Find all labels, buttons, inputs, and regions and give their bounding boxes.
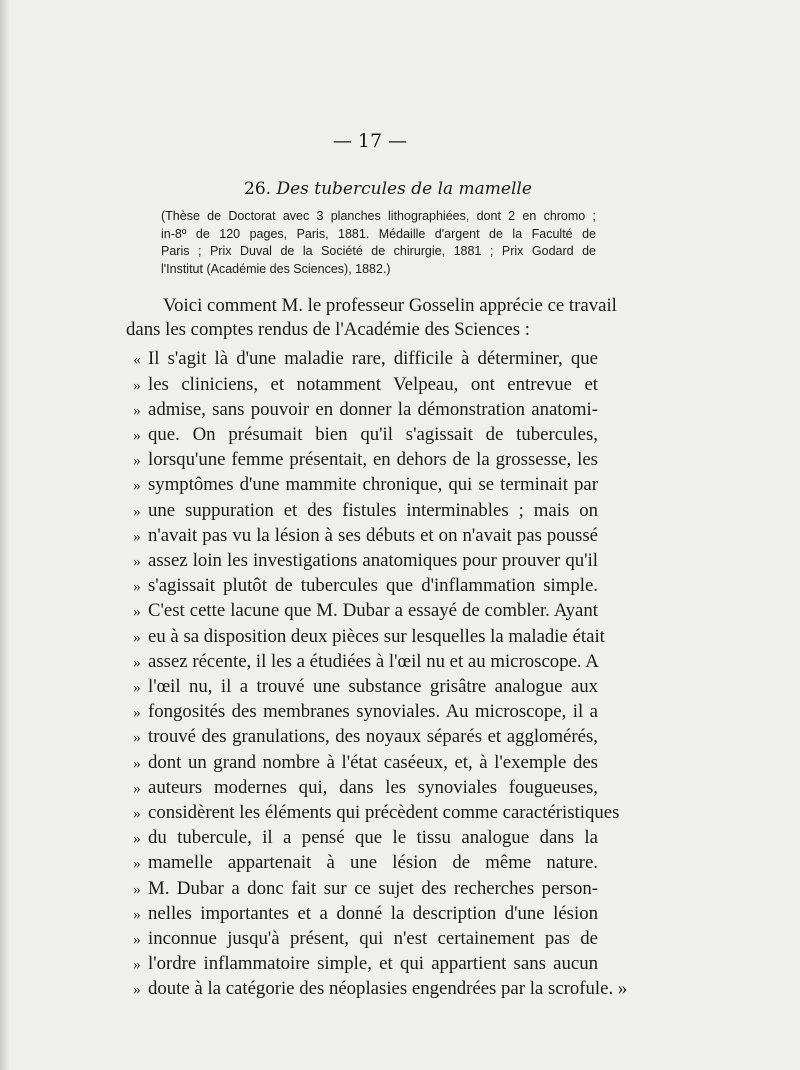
quote-line-text: considèrent les éléments qui précèdent comme caractéristiques <box>148 802 620 824</box>
quote-line-text: mamelle appartenait à une lésion de même nature. <box>148 852 598 874</box>
quote-line-text: Il s'agit là d'une maladie rare, difficile à déterminer, que <box>148 348 598 370</box>
quote-line-text: auteurs modernes qui, dans les synoviales fougueuses, <box>148 776 598 798</box>
page-binding-edge <box>0 0 10 1070</box>
quote-line-text: l'ordre inflammatoire simple, et qui appartient sans aucun <box>148 953 598 975</box>
publication-details <box>161 208 596 279</box>
quote-line-text: trouvé des granulations, des noyaux séparés et agglomérés, <box>148 726 598 748</box>
quote-line <box>126 725 598 750</box>
quote-mark: » <box>133 881 141 898</box>
quote-line <box>126 826 598 851</box>
intro-paragraph <box>126 294 617 342</box>
entry-number: 26. <box>244 179 272 199</box>
quote-mark: » <box>133 831 141 848</box>
entry-title-text: Des tubercules de la mamelle <box>276 179 532 199</box>
quote-line <box>126 776 598 801</box>
quote-line-text: que. On présumait bien qu'il s'agissait de tubercules, <box>148 424 598 446</box>
page-number: — 17 — <box>332 130 408 152</box>
quote-line <box>126 423 598 448</box>
details-line: (Thèse de Doctorat avec 3 planches lithographiées, dont 2 en chromo ; <box>161 209 596 223</box>
gosselin-quotation <box>126 347 628 1002</box>
intro-line: dans les comptes rendus de l'Académie des Sciences : <box>126 319 530 341</box>
details-line: Paris ; Prix Duval de la Société de chirurgie, 1881 ; Prix Godard de <box>161 244 596 259</box>
quote-line <box>126 549 598 574</box>
quote-mark: » <box>133 957 141 974</box>
quote-line-text: M. Dubar a donc fait sur ce sujet des recherches person- <box>148 877 598 899</box>
quote-mark: » <box>133 856 141 873</box>
quote-line-text: n'avait pas vu la lésion à ses débuts et on n'avait pas poussé <box>148 524 598 546</box>
quote-line <box>126 801 620 826</box>
quote-line-text: C'est cette lacune que M. Dubar a essayé de combler. Ayant <box>148 600 598 622</box>
quote-line <box>126 625 605 650</box>
quote-line <box>126 574 598 599</box>
quote-line <box>126 751 598 776</box>
quote-line <box>126 902 598 927</box>
quote-mark: » <box>133 755 141 772</box>
quote-line-text: dont un grand nombre à l'état caséeux, et, à l'exemple des <box>148 751 598 773</box>
quote-mark: » <box>133 604 141 621</box>
quote-line-text: lorsqu'une femme présentait, en dehors de la grossesse, les <box>148 449 598 471</box>
quote-mark: » <box>133 982 141 999</box>
quote-line <box>126 448 598 473</box>
quote-mark: » <box>133 932 141 949</box>
quote-mark: » <box>133 478 141 495</box>
quote-mark: » <box>133 554 141 571</box>
quote-line-text: une suppuration et des fistules interminables ; mais on <box>148 499 598 521</box>
quote-mark: » <box>133 705 141 722</box>
details-line: in-8º de 120 pages, Paris, 1881. Médaille d'argent de la Faculté de <box>161 226 596 241</box>
quote-line <box>126 650 598 675</box>
intro-line: Voici comment M. le professeur Gosselin apprécie ce travail <box>163 295 617 316</box>
quote-line-text: fongosités des membranes synoviales. Au microscope, il a <box>148 701 598 723</box>
quote-mark: » <box>133 629 141 646</box>
quote-line <box>126 927 598 952</box>
quote-mark: » <box>133 680 141 697</box>
details-line: l'Institut (Académie des Sciences), 1882.) <box>161 262 391 277</box>
quote-line-text: assez loin les investigations anatomiques pour prouver qu'il <box>148 550 598 572</box>
quote-line <box>126 675 598 700</box>
quote-mark: » <box>133 402 141 419</box>
quote-line-text: symptômes d'une mammite chronique, qui se terminait par <box>148 474 598 496</box>
quote-mark: » <box>133 503 141 520</box>
quote-line <box>126 952 598 977</box>
quote-line-text: eu à sa disposition deux pièces sur lesquelles la maladie était <box>148 625 605 647</box>
quote-line-text: s'agissait plutôt de tubercules que d'inflammation simple. <box>148 575 598 597</box>
quote-line <box>126 473 598 498</box>
quote-line-text: assez récente, il les a étudiées à l'œil nu et au microscope. A <box>148 650 599 672</box>
quote-line <box>126 347 598 372</box>
quote-mark: » <box>133 579 141 596</box>
quote-line-text: admise, sans pouvoir en donner la démonstration anatomi- <box>148 398 598 420</box>
quote-line-text: les cliniciens, et notamment Velpeau, ont entrevue et <box>148 373 598 395</box>
quote-mark: » <box>133 453 141 470</box>
quote-line <box>126 700 598 725</box>
body-text <box>126 294 628 1003</box>
quote-line <box>126 851 598 876</box>
quote-mark: » <box>133 806 141 823</box>
quote-mark: « <box>133 352 141 369</box>
quote-line <box>126 599 598 624</box>
quote-mark: » <box>133 906 141 923</box>
quote-line <box>126 977 628 1002</box>
quote-mark: » <box>133 730 141 747</box>
quote-mark: » <box>133 377 141 394</box>
quote-line <box>126 524 598 549</box>
quote-line <box>126 499 598 524</box>
quote-line <box>126 373 598 398</box>
quote-line-text: inconnue jusqu'à présent, qui n'est certainement pas de <box>148 928 598 950</box>
quote-mark: » <box>133 780 141 797</box>
quote-line <box>126 877 598 902</box>
quote-mark: » <box>133 428 141 445</box>
quote-mark: » <box>133 528 141 545</box>
quote-mark: » <box>133 654 141 671</box>
quote-line-text: du tubercule, il a pensé que le tissu analogue dans la <box>148 827 598 849</box>
entry-title <box>244 179 532 199</box>
quote-line-text: doute à la catégorie des néoplasies engendrées par la scrofule. » <box>148 978 628 1000</box>
quote-line <box>126 398 598 423</box>
quote-line-text: nelles importantes et a donné la description d'une lésion <box>148 902 598 924</box>
quote-line-text: l'œil nu, il a trouvé une substance grisâtre analogue aux <box>148 676 598 698</box>
